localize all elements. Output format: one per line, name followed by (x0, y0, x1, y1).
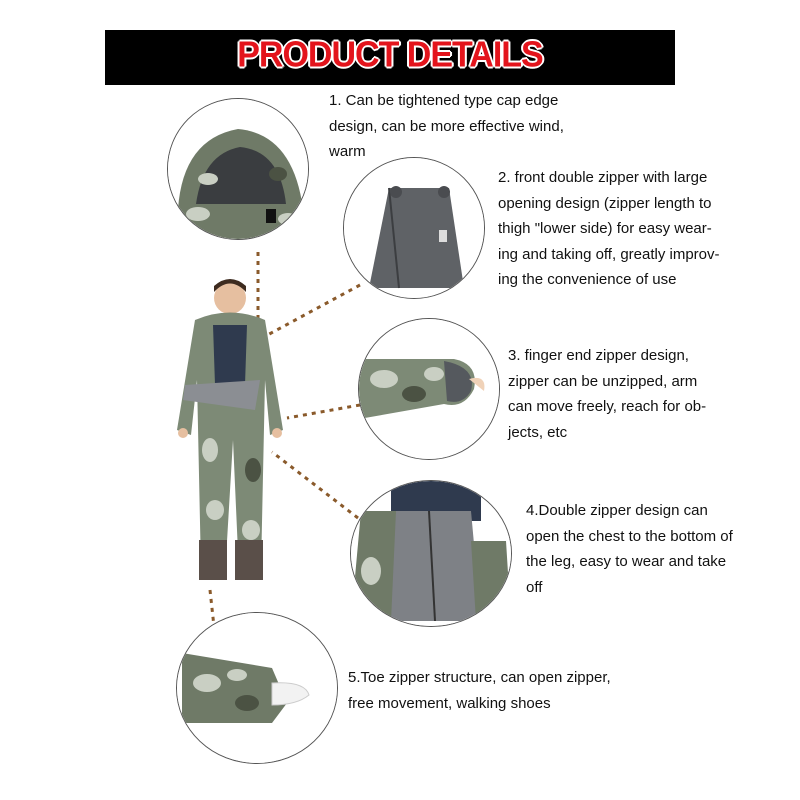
detail-5-line-2: free movement, walking shoes (348, 694, 551, 712)
detail-2-line-4: ing and taking off, greatly improv- (498, 245, 720, 263)
detail-3-line-4: jects, etc (508, 423, 568, 441)
detail-2-line-1: 2. front double zipper with large (498, 169, 708, 186)
banner-title: PRODUCT DETAILS (237, 35, 543, 75)
detail-1-line-2: design, can be more effective wind, (329, 117, 564, 135)
detail-3-line-1: 3. finger end zipper design, (508, 347, 689, 364)
detail-text-5 (348, 665, 648, 716)
detail-text-2 (498, 165, 798, 293)
detail-circle-front-zipper (343, 157, 485, 299)
detail-3-line-3: can move freely, reach for ob- (508, 398, 707, 415)
detail-circle-toe-zipper (176, 612, 338, 764)
detail-4-line-3: the leg, easy to wear and take (526, 553, 727, 570)
detail-4-line-4: off (526, 578, 543, 596)
leader-line-3 (287, 405, 360, 418)
detail-5-line-1: 5.Toe zipper structure, can open zipper, (348, 669, 611, 686)
detail-2-line-5: ing the convenience of use (498, 271, 677, 288)
model-in-sleeping-bag-suit (165, 270, 295, 600)
detail-circle-double-zipper (350, 480, 512, 627)
detail-2-line-3: thigh "lower side) for easy wear- (498, 220, 712, 237)
detail-text-1 (329, 88, 629, 165)
detail-2-line-2: opening design (zipper length to (498, 194, 712, 212)
detail-4-line-1: 4.Double zipper design can (526, 502, 708, 519)
detail-1-line-3: warm (329, 143, 366, 160)
detail-circle-finger-zipper (358, 318, 500, 460)
title-banner (105, 30, 675, 85)
detail-1-line-1: 1. Can be tightened type cap edge (329, 92, 559, 109)
detail-text-4 (526, 498, 798, 600)
detail-text-3 (508, 343, 798, 445)
detail-3-line-2: zipper can be unzipped, arm (508, 372, 698, 390)
detail-4-line-2: open the chest to the bottom of (526, 527, 733, 545)
detail-circle-hood (167, 98, 309, 240)
